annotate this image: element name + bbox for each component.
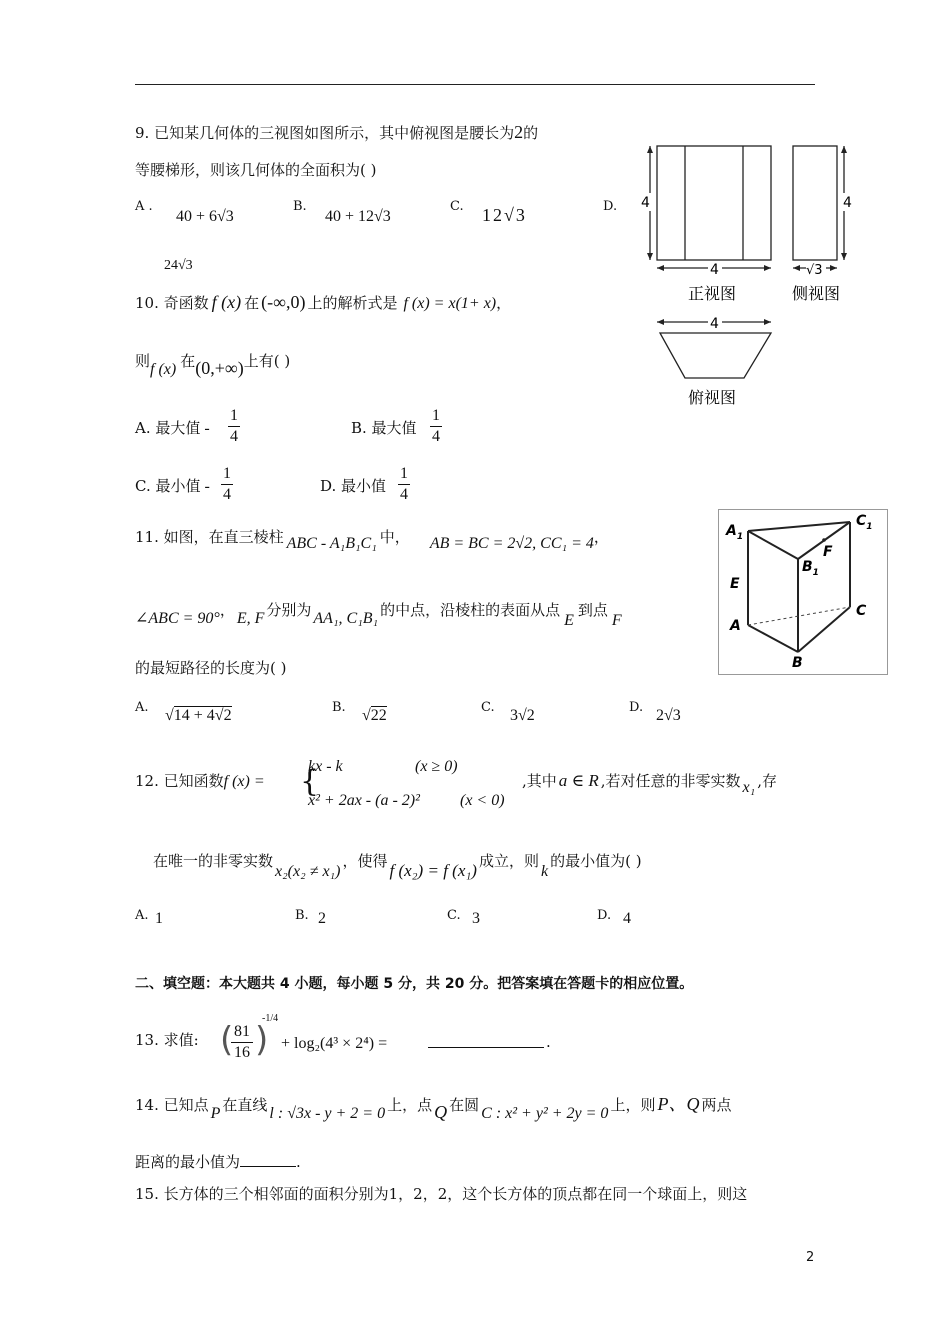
q10-option-c: C. 最小值 - (135, 477, 210, 495)
three-view-figure (628, 135, 863, 415)
q12-cond2: (x < 0) (460, 792, 505, 809)
q11-option-a: √14 + 4√2 (165, 707, 232, 724)
q9-line2: 等腰梯形，则该几何体的全面积为( ) (135, 161, 377, 179)
front-view-height-label: 4 (641, 195, 650, 211)
q12-option-c-label: C. (447, 908, 461, 923)
q13-paren-left: ( (220, 1020, 234, 1060)
q13-end: . (546, 1033, 551, 1051)
q9-line1: 9. 已知某几何体的三视图如图所示，其中俯视图是腰长为2的 (135, 122, 539, 142)
q10-option-b-fraction: 1 4 (432, 407, 440, 445)
front-view-caption: 正视图 (688, 284, 737, 303)
q9-option-d: 24√3 (164, 258, 193, 273)
q12-line1-end: ,其中 a ∈ R ,若对任意的非零实数 x₁ ,存 (522, 771, 777, 796)
side-view-outline (793, 146, 837, 260)
q10-line1: 10. 奇函数 f (x) 在 (-∞,0) 上的解析式是 f (x) = x(1+ x)， (135, 292, 512, 312)
side-view-width-label: √3 (806, 263, 823, 278)
q9-option-c-label: C. (450, 199, 464, 214)
side-view-caption: 侧视图 (792, 284, 841, 303)
q12-option-d: 4 (623, 910, 631, 927)
q11-option-b-label: B. (332, 700, 346, 715)
label-a: A (730, 618, 741, 634)
top-view-width-label: 4 (710, 316, 719, 332)
q10-option-b: B. 最大值 (351, 419, 417, 437)
q12-option-b: 2 (318, 910, 326, 927)
q11-line2: ∠ABC = 90°， E, F 分别为 AA₁, C₁B₁ 的中点，沿棱柱的表面从点E到点F (135, 601, 622, 629)
q12-case2: x² + 2ax - (a - 2)² (308, 792, 420, 809)
q14-answer-blank (240, 1152, 296, 1167)
q13-expression: + log₂(4³ × 2⁴) = (281, 1035, 388, 1052)
q12-option-a-label: A. (135, 908, 149, 923)
q9-option-d-label: D. (603, 199, 618, 214)
q12-option-b-label: B. (295, 908, 309, 923)
q12-cond1: (x ≥ 0) (415, 758, 458, 775)
q13-exponent: -1/4 (262, 1013, 279, 1024)
q11-option-d-label: D. (629, 700, 644, 715)
q9-option-c: 12√3 (482, 205, 527, 225)
q10-option-a: A. 最大值 - (135, 419, 210, 437)
q9-option-a: 40 + 6√3 (176, 208, 234, 225)
q12-line2: 在唯一的非零实数x₂(x₂ ≠ x₁)，使得 f (x₂) = f (x₁) 成立，则k的最小值为( ) (153, 852, 642, 880)
q9-option-b: 40 + 12√3 (325, 208, 391, 225)
section-2-heading: 二、填空题：本大题共 4 小题，每小题 5 分，共 20 分。把答案填在答题卡的相应位置。 (135, 976, 694, 992)
q12-option-c: 3 (472, 910, 480, 927)
q11-option-c: 3√2 (510, 707, 535, 724)
top-view-caption: 俯视图 (688, 388, 737, 407)
q10-option-d: D. 最小值 (320, 477, 387, 495)
prism-figure (718, 509, 888, 675)
q10-option-d-fraction: 1 4 (400, 465, 408, 503)
q13-fraction: 81 16 (231, 1022, 253, 1063)
q9-option-a-label: A . (135, 199, 153, 214)
q15-line1: 15. 长方体的三个相邻面的面积分别为1，2，2，这个长方体的顶点都在同一个球面上，则这 (135, 1185, 748, 1203)
label-a1: $A_1$ (726, 523, 744, 542)
header-rule (135, 84, 815, 85)
q12-option-d-label: D. (597, 908, 612, 923)
q10-line2: 则f (x) 在(0,+∞)上有( ) (135, 352, 291, 378)
label-f: F (823, 544, 833, 560)
top-view-outline (660, 333, 771, 378)
label-c: C (856, 603, 867, 619)
label-e: E (730, 576, 740, 592)
front-view-width-label: 4 (710, 262, 719, 278)
q12-line1-start: 12. 已知函数f (x) = (135, 772, 265, 790)
q10-option-c-fraction: 1 4 (223, 465, 231, 503)
q12-case1: kx - k (308, 758, 343, 775)
q13-paren-right: ) (255, 1020, 269, 1060)
side-view-height-label: 4 (843, 195, 852, 211)
label-c1: $C_1$ (856, 513, 873, 532)
q14-line2: 距离的最小值为 . (135, 1153, 301, 1171)
front-view-outline (657, 146, 771, 260)
q11-option-d: 2√3 (656, 707, 681, 724)
q11-option-a-label: A. (135, 700, 149, 715)
q14-line1: 14. 已知点 P 在直线 l : √3x - y + 2 = 0 上，点 Q 在圆 C : x² + y² + 2y = 0 上，则 P、Q 两点 (135, 1094, 732, 1122)
q9-option-b-label: B. (293, 199, 307, 214)
q13-answer-blank (428, 1047, 544, 1048)
q11-option-b: √22 (362, 707, 387, 724)
q10-option-a-fraction: 1 4 (230, 407, 238, 445)
label-b: B (792, 655, 803, 671)
q12-option-a: 1 (155, 910, 163, 927)
q13-prompt: 13. 求值: (135, 1031, 199, 1049)
q11-option-c-label: C. (481, 700, 495, 715)
label-b1: $B_1$ (802, 559, 819, 578)
page-number: 2 (806, 1250, 815, 1265)
q11-line1: 11. 如图，在直三棱柱 ABC - A₁B₁C₁ 中， AB = BC = 2√2, CC₁ = 4， (135, 528, 609, 552)
q12-brace: { (300, 764, 320, 799)
q11-line3: 的最短路径的长度为( ) (135, 659, 287, 677)
